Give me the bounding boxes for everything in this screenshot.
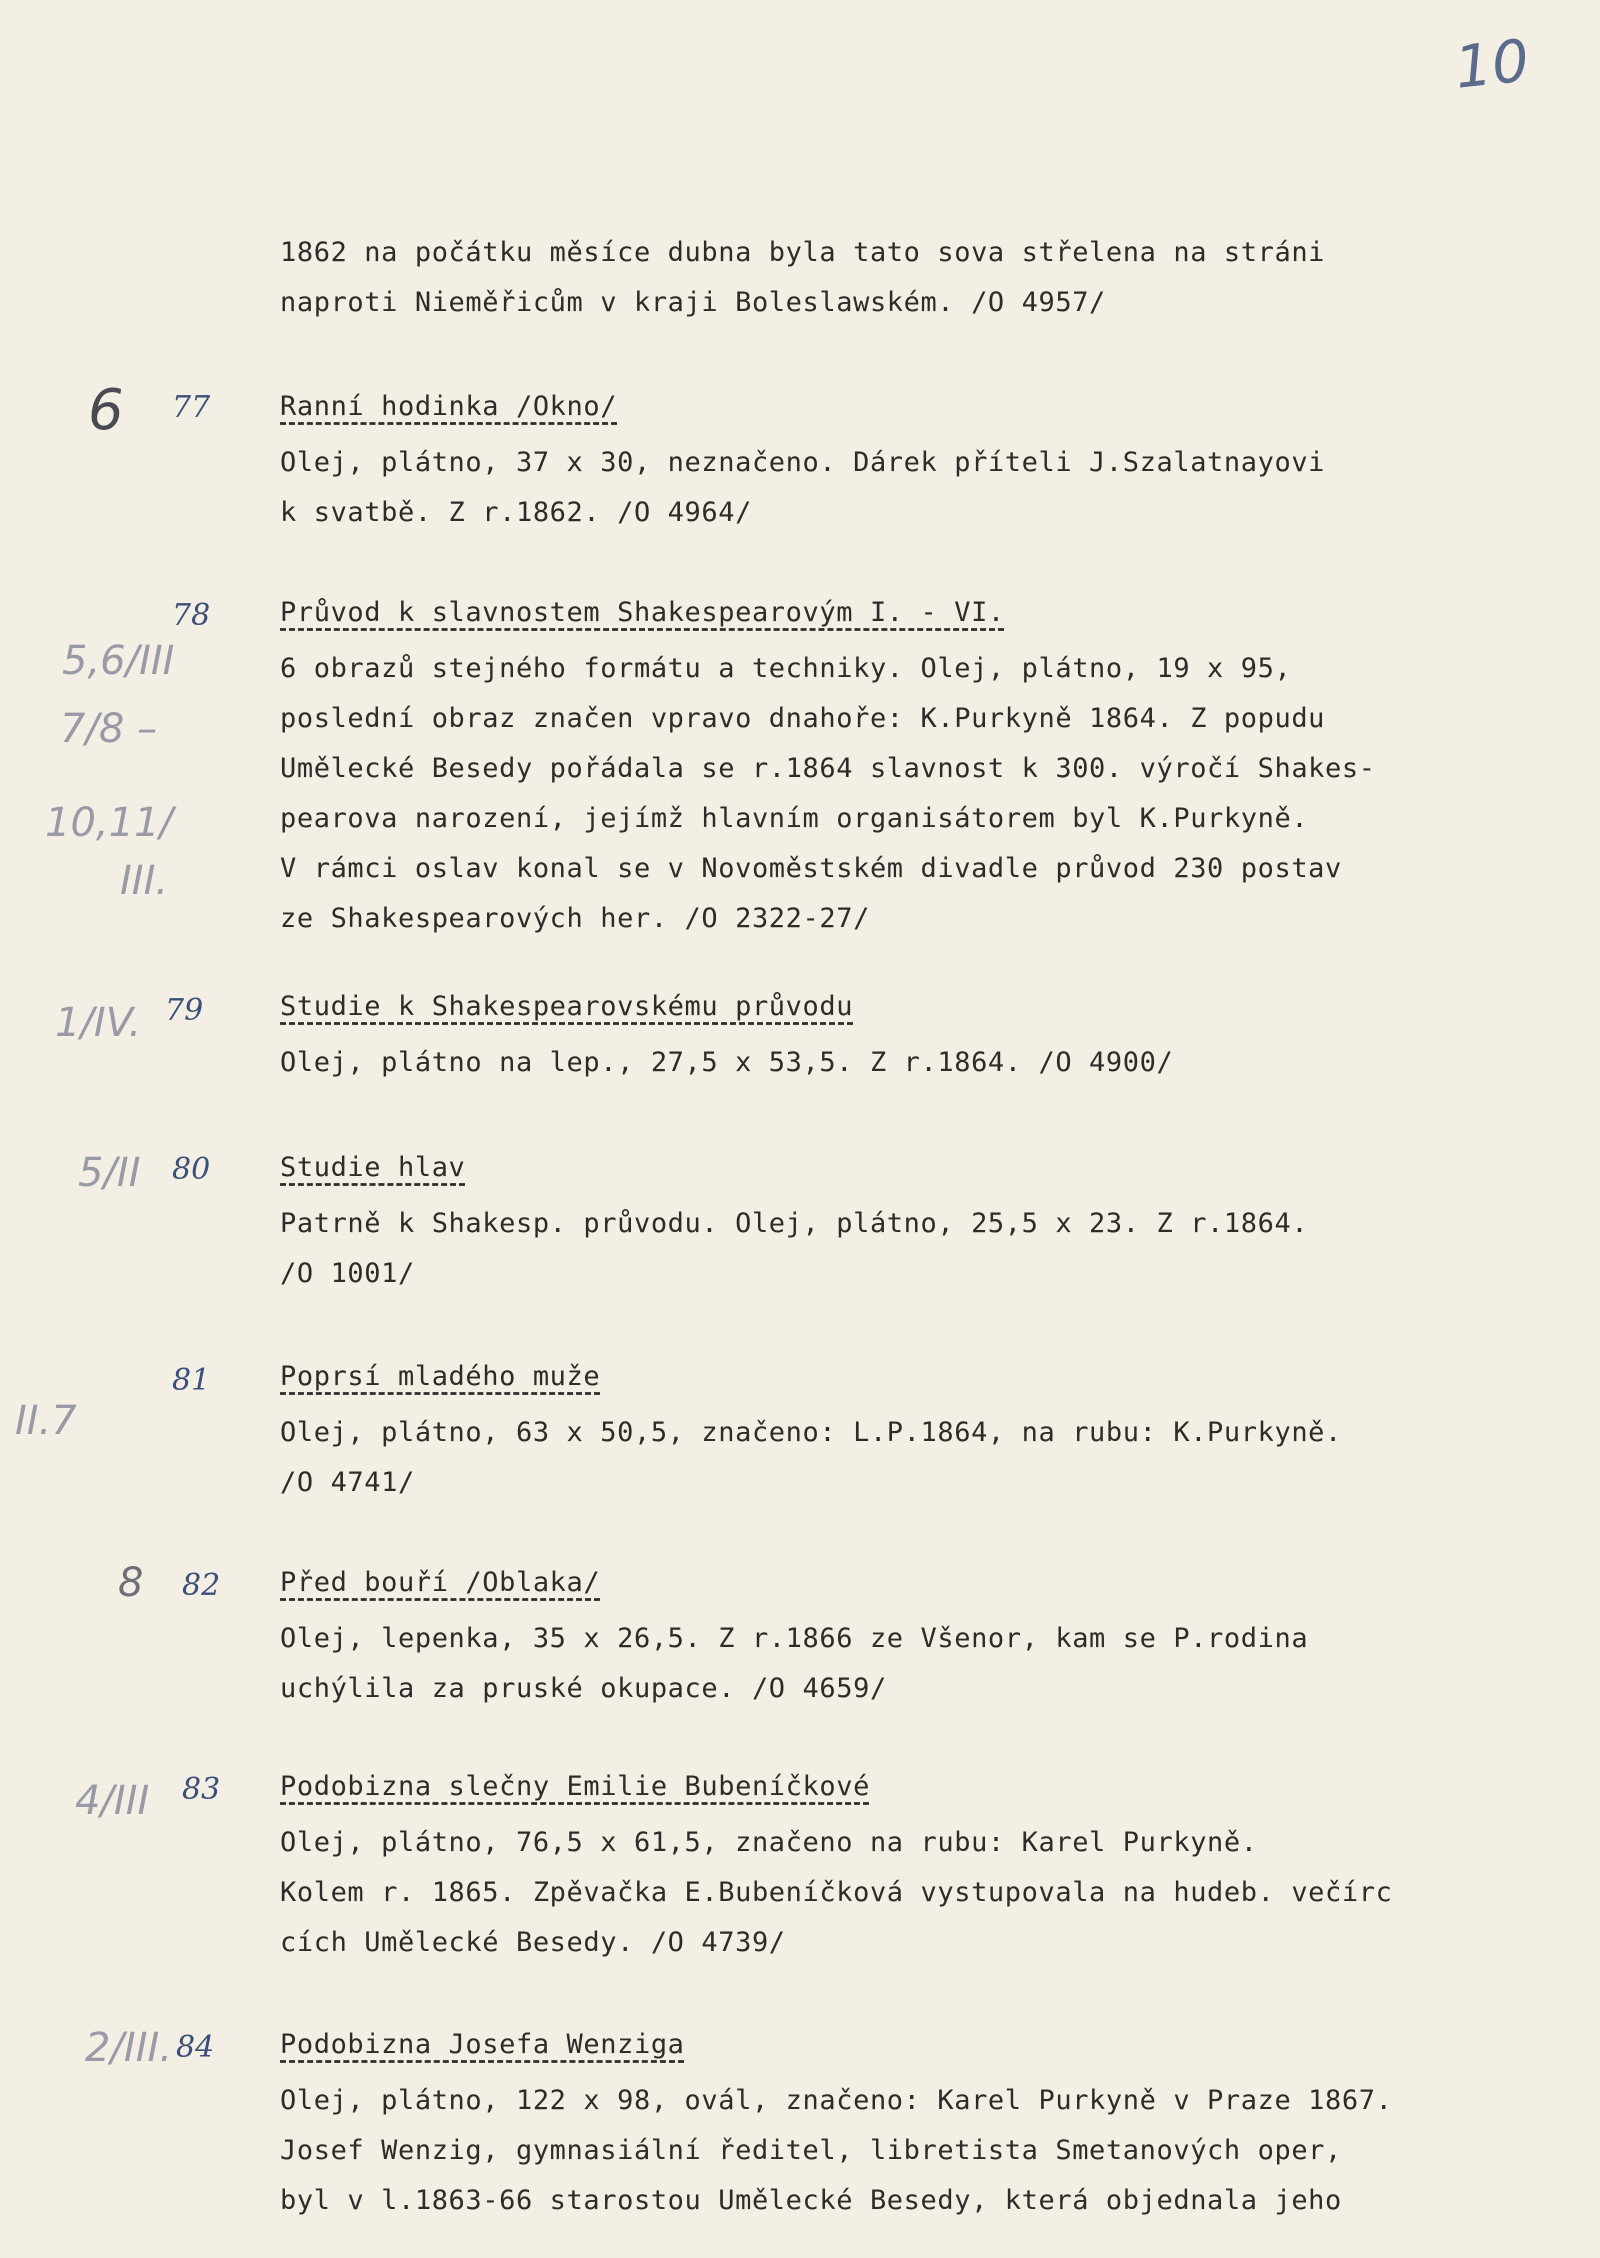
catalog-entry	[280, 382, 1325, 538]
text-line: Kolem r. 1865. Zpěvačka E.Bubeníčková vystupovala na hudeb. večírc	[280, 1877, 1393, 1908]
entry-number: 82	[182, 1568, 221, 1603]
catalog-entry	[280, 1558, 1308, 1714]
margin-note: 8	[118, 1560, 144, 1606]
intro-paragraph	[280, 228, 1325, 328]
catalog-entry	[280, 1143, 1308, 1299]
catalog-entry	[280, 982, 1173, 1088]
text-line: naproti Nieměřicům v kraji Boleslawském. /O 4957/	[280, 287, 1106, 318]
page-number: 10	[1451, 26, 1533, 102]
margin-note: 4/III	[75, 1778, 150, 1824]
text-line: Umělecké Besedy pořádala se r.1864 slavnost k 300. výročí Shakes-	[280, 753, 1376, 784]
margin-note: 5,6/III	[62, 638, 175, 684]
text-line: Olej, plátno, 63 x 50,5, značeno: L.P.1864, na rubu: K.Purkyně.	[280, 1417, 1342, 1448]
margin-note: 7/8 –	[60, 706, 158, 752]
text-line: pearova narození, jejímž hlavním organisátorem byl K.Purkyně.	[280, 803, 1309, 834]
entry-number: 83	[182, 1772, 221, 1807]
text-line: Olej, lepenka, 35 x 26,5. Z r.1866 ze Všenor, kam se P.rodina	[280, 1623, 1309, 1654]
entry-number: 81	[172, 1363, 211, 1398]
text-line: Josef Wenzig, gymnasiální ředitel, libretista Smetanových oper,	[280, 2135, 1342, 2166]
entry-title: Ranní hodinka /Okno/	[280, 391, 618, 422]
text-line: Olej, plátno na lep., 27,5 x 53,5. Z r.1864. /O 4900/	[280, 1047, 1174, 1078]
entry-number: 78	[172, 598, 211, 633]
text-line: byl v l.1863-66 starostou Umělecké Besedy, která objednala jeho	[280, 2185, 1342, 2216]
margin-note: 10,11/	[45, 800, 173, 846]
entry-title: Studie hlav	[280, 1152, 466, 1183]
margin-note: 1/IV.	[55, 1000, 142, 1046]
text-line: Olej, plátno, 122 x 98, ovál, značeno: Karel Purkyně v Praze 1867.	[280, 2085, 1393, 2116]
text-line: 1862 na počátku měsíce dubna byla tato sova střelena na stráni	[280, 237, 1326, 268]
entry-title: Podobizna slečny Emilie Bubeníčkové	[280, 1771, 870, 1802]
text-line: 6 obrazů stejného formátu a techniky. Olej, plátno, 19 x 95,	[280, 653, 1292, 684]
margin-note: 5/II	[78, 1150, 141, 1196]
margin-note: 6	[88, 378, 124, 443]
text-line: poslední obraz značen vpravo dnahoře: K.Purkyně 1864. Z popudu	[280, 703, 1326, 734]
text-line: /O 1001/	[280, 1258, 415, 1289]
text-line: cích Umělecké Besedy. /O 4739/	[280, 1927, 786, 1958]
entry-number: 84	[176, 2030, 215, 2065]
entry-number: 77	[172, 390, 211, 425]
catalog-entry	[280, 2020, 1392, 2226]
entry-number: 79	[165, 993, 204, 1028]
entry-number: 80	[172, 1152, 211, 1187]
text-line: V rámci oslav konal se v Novoměstském divadle průvod 230 postav	[280, 853, 1342, 884]
text-line: uchýlila za pruské okupace. /O 4659/	[280, 1673, 887, 1704]
catalog-entry	[280, 1762, 1392, 1968]
entry-title: Průvod k slavnostem Shakespearovým I. - VI.	[280, 597, 1005, 628]
margin-note: II.7	[15, 1398, 77, 1444]
entry-title: Podobizna Josefa Wenziga	[280, 2029, 685, 2060]
entry-title: Poprsí mladého muže	[280, 1361, 601, 1392]
margin-note: 2/III.	[85, 2025, 173, 2071]
catalog-entry	[280, 1352, 1342, 1508]
catalog-entry	[280, 588, 1376, 944]
text-line: Olej, plátno, 76,5 x 61,5, značeno na rubu: Karel Purkyně.	[280, 1827, 1258, 1858]
text-line: k svatbě. Z r.1862. /O 4964/	[280, 497, 752, 528]
text-line: ze Shakespearových her. /O 2322-27/	[280, 903, 870, 934]
entry-title: Před bouří /Oblaka/	[280, 1567, 601, 1598]
margin-note: III.	[120, 858, 169, 904]
text-line: Olej, plátno, 37 x 30, neznačeno. Dárek příteli J.Szalatnayovi	[280, 447, 1326, 478]
text-line: Patrně k Shakesp. průvodu. Olej, plátno, 25,5 x 23. Z r.1864.	[280, 1208, 1309, 1239]
text-line: /O 4741/	[280, 1467, 415, 1498]
entry-title: Studie k Shakespearovskému průvodu	[280, 991, 854, 1022]
